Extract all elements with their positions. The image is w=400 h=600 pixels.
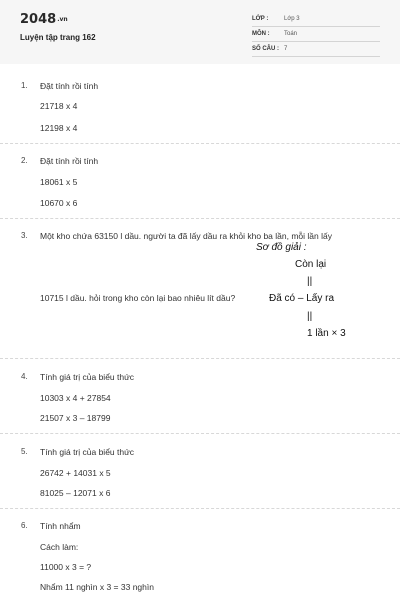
meta-value: 7 bbox=[284, 46, 288, 52]
meta-key: SỐ CÂU : bbox=[252, 46, 279, 52]
question-number: 2. bbox=[21, 156, 28, 165]
exercise-item: 21718 x 4 bbox=[40, 101, 78, 111]
question-text: Một kho chứa 63150 l dầu. người ta đã lấy dầu ra khỏi kho ba lần, mỗi lần lấy bbox=[40, 231, 332, 241]
meta-subject-row bbox=[252, 27, 380, 42]
question-number: 1. bbox=[21, 81, 28, 90]
question-number: 6. bbox=[21, 521, 28, 530]
question-text: Tính giá trị của biểu thức bbox=[40, 372, 135, 382]
worksheet-header bbox=[0, 0, 400, 64]
divider bbox=[0, 358, 400, 359]
exercise-item: Nhẩm 11 nghìn x 3 = 33 nghìn bbox=[40, 582, 154, 592]
question-text: Đặt tính rồi tính bbox=[40, 156, 99, 166]
meta-key: MÔN : bbox=[252, 31, 270, 37]
question-text: Tính giá trị của biểu thức bbox=[40, 447, 135, 457]
diagram-label: 1 lần × 3 bbox=[307, 328, 346, 339]
diagram-label: Đã có – Lấy ra bbox=[269, 293, 335, 304]
exercise-item: 26742 + 14031 x 5 bbox=[40, 468, 111, 478]
divider bbox=[0, 433, 400, 434]
question-number: 3. bbox=[21, 231, 28, 240]
exercise-item: 10670 x 6 bbox=[40, 198, 78, 208]
question-number: 5. bbox=[21, 447, 28, 456]
divider bbox=[0, 508, 400, 509]
exercise-item: 11000 x 3 = ? bbox=[40, 562, 92, 572]
meta-class-row bbox=[252, 12, 380, 27]
exercise-item: 10303 x 4 + 27854 bbox=[40, 393, 111, 403]
worksheet-title: Luyện tập trang 162 bbox=[20, 33, 96, 42]
equals-mark: || bbox=[307, 276, 313, 287]
question-text: Tính nhẩm bbox=[40, 521, 81, 531]
diagram-label: Còn lại bbox=[295, 259, 327, 270]
divider bbox=[0, 143, 400, 144]
question-text: Đặt tính rồi tính bbox=[40, 81, 99, 91]
exercise-item: 12198 x 4 bbox=[40, 123, 78, 133]
question-text-continued: 10715 l dầu. hỏi trong kho còn lại bao nhiêu lít dầu? bbox=[40, 293, 236, 303]
equals-mark: || bbox=[307, 311, 313, 322]
exercise-item: 81025 – 12071 x 6 bbox=[40, 488, 111, 498]
meta-value: Lớp 3 bbox=[284, 16, 300, 22]
meta-key: LỚP : bbox=[252, 16, 269, 22]
exercise-item: Cách làm: bbox=[40, 542, 79, 552]
site-logo[interactable]: 2048.vn bbox=[20, 12, 68, 27]
meta-count-row bbox=[252, 42, 380, 57]
exercise-item: 18061 x 5 bbox=[40, 177, 78, 187]
exercise-item: 21507 x 3 – 18799 bbox=[40, 413, 111, 423]
divider bbox=[0, 218, 400, 219]
meta-value: Toán bbox=[284, 31, 298, 37]
diagram-title: Sơ đồ giải : bbox=[256, 242, 307, 253]
question-number: 4. bbox=[21, 372, 28, 381]
